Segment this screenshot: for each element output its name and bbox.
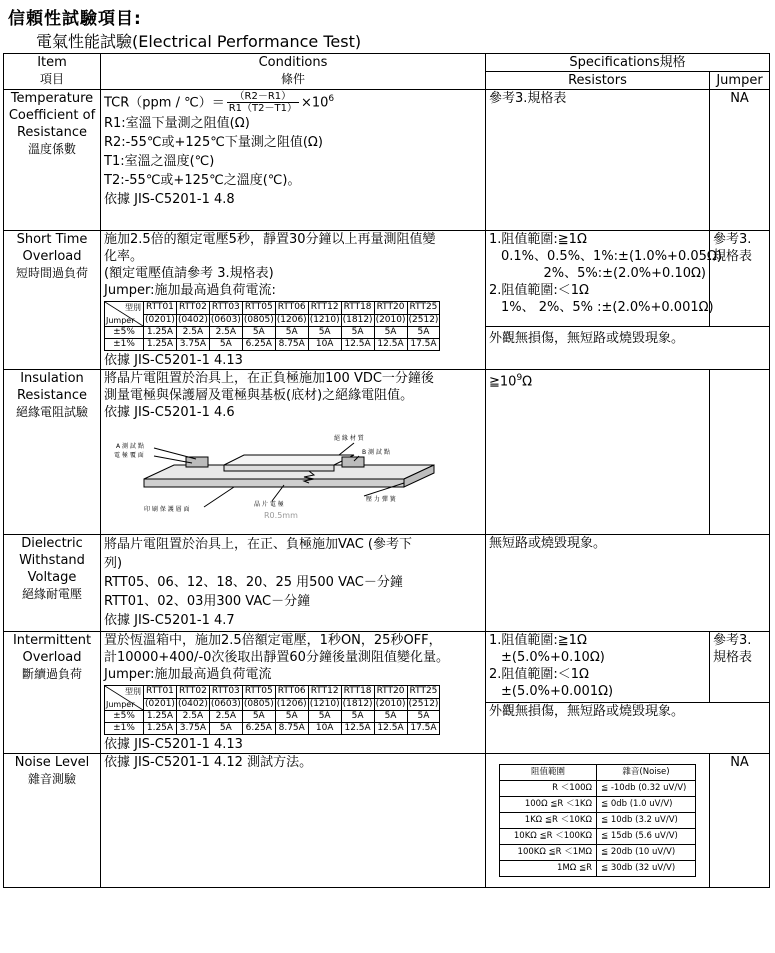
amp-type: RTT12 bbox=[308, 686, 341, 699]
header-jumper: Jumper bbox=[710, 72, 770, 90]
amp-type: RTT02 bbox=[176, 302, 209, 315]
amp-value: 2.5A bbox=[176, 711, 209, 723]
amp-value: 5A bbox=[341, 711, 374, 723]
conditions-insulation: 將晶片電阻置於治具上，在正負極施加100 VDC一分鐘後 測量電極與保護層及電極與基板(底材)之絕緣電阻值。 依據 JIS-C5201-1 4.6 絕 緣 材 質 A 測 試 點 電 極 覆 面 B 測 試 點 壓 力 彈 簧 晶 片 電 極 印 刷 保 護 層 面 R0.5mm bbox=[101, 370, 486, 535]
spec-tcr: 參考3.規格表 bbox=[486, 90, 710, 231]
spec-dielectric: 無短路或燒毀現象。 bbox=[486, 535, 770, 632]
row-intermittent-overload bbox=[4, 632, 770, 703]
amp-value: 2.5A bbox=[209, 711, 242, 723]
amp-value: 2.5A bbox=[209, 327, 242, 339]
amp-size: (1206) bbox=[276, 698, 307, 709]
amp-value: 8.75A bbox=[275, 723, 308, 735]
item-intermittent-overload: Intermittent Overload 斷續過負荷 bbox=[4, 632, 101, 754]
amp-row-label: ±5% bbox=[105, 327, 144, 339]
label-a-test-point: A 測 試 點 bbox=[116, 443, 144, 450]
amp-type: RTT18 bbox=[341, 302, 374, 315]
amp-value: 1.25A bbox=[144, 723, 177, 735]
table-row: R ＜100Ω ≦ -10db (0.32 uV/V) bbox=[500, 781, 696, 797]
amp-value: 10A bbox=[308, 339, 341, 351]
amp-value: 5A bbox=[374, 327, 407, 339]
amp-size: (1812) bbox=[342, 698, 373, 709]
amp-type: RTT18 bbox=[341, 686, 374, 699]
amp-value: 5A bbox=[209, 339, 242, 351]
conditions-short-time-overload: 施加2.5倍的額定電壓5秒，靜置30分鐘以上再量測阻值變 化率。 (額定電壓值請參考 3.規格表) Jumper:施加最高過負荷電流: 型別 Jumper RTT01 RTT02 RTT03 RTT05 RTT06 RTT12 RTT18 RTT20 RTT25 (0201) (0402) (0603) (0805) (1206) (1210) (1812) (2010) (2512) ±5% 1.25A 2.5A 2.5A 5A 5A 5A 5A 5A 5A ±1% 1.25A 3.75A 5A 6.25A 8.75A 10A 12.5A 12.5A 17.5A 依據 JIS-C5201-1 4.13 bbox=[101, 231, 486, 370]
spec-intermittent-overload: 1.阻值範圍:≧1Ω ±(5.0%+0.10Ω) 2.阻值範圍:＜1Ω ±(5.0%+0.001Ω) bbox=[486, 632, 710, 703]
conditions-tcr: TCR（ppm / ℃）＝ $\frac{(R2-R1)}{R1(T2-T1)}$ $\times 10^6$ R1:室溫下量測之阻值(Ω) R2:-55℃或+125℃下量測之阻值(Ω) T1:室溫之溫度(℃) T2:-55℃或+125℃之溫度(℃)。 依據 JIS-C5201-1 4.8 bbox=[101, 90, 486, 231]
amp-value: 5A bbox=[407, 711, 440, 723]
header-specs: Specifications規格 bbox=[486, 54, 770, 72]
amp-size: (0201) bbox=[145, 314, 175, 325]
amp-row-5pct bbox=[105, 711, 440, 723]
item-noise: Noise Level 雜音測驗 bbox=[4, 754, 101, 888]
amp-type: RTT06 bbox=[275, 686, 308, 699]
amp-row-5pct bbox=[105, 327, 440, 339]
amp-type: RTT20 bbox=[374, 686, 407, 699]
jumper-intermittent-overload: 參考3. 規格表 bbox=[710, 632, 770, 703]
table-row: 1KΩ ≦R ＜10KΩ ≦ 10db (3.2 uV/V) bbox=[500, 813, 696, 829]
conditions-dielectric: 將晶片電阻置於治具上，在正、負極施加VAC (參考下 列) RTT05、06、12、18、20、25 用500 VAC－分鐘 RTT01、02、03用300 VAC－分鐘 依據 JIS-C5201-1 4.7 bbox=[101, 535, 486, 632]
amp-value: 12.5A bbox=[341, 339, 374, 351]
amp-size: (1210) bbox=[309, 698, 340, 709]
amp-type-row bbox=[105, 302, 440, 315]
table-row: 1MΩ ≦R ≦ 30db (32 uV/V) bbox=[500, 861, 696, 877]
amp-type: RTT25 bbox=[407, 302, 440, 315]
amp-value: 5A bbox=[275, 327, 308, 339]
spec-short-time-overload-appearance: 外觀無損傷，無短路或燒毀現象。 bbox=[486, 327, 770, 370]
amp-size: (0402) bbox=[177, 698, 208, 709]
amp-type: RTT03 bbox=[209, 302, 242, 315]
spec-short-time-overload: 1.阻值範圍:≧1Ω 0.1%、0.5%、1%:±(1.0%+0.05Ω) 2%、5%:±(2.0%+0.10Ω) 2.阻值範圍:＜1Ω 1%、 2%、5% :±(2.0%+0.001Ω) bbox=[486, 231, 710, 327]
amp-value: 1.25A bbox=[144, 327, 177, 339]
overload-current-table bbox=[104, 301, 440, 351]
section-title: 電氣性能試驗(Electrical Performance Test) bbox=[36, 32, 362, 51]
amp-value: 3.75A bbox=[176, 723, 209, 735]
amp-size: (2512) bbox=[408, 314, 439, 325]
amp-size: (0402) bbox=[177, 314, 208, 325]
amp-value: 1.25A bbox=[144, 339, 177, 351]
amp-value: 2.5A bbox=[176, 327, 209, 339]
conditions-intermittent-overload: 置於恆溫箱中，施加2.5倍額定電壓，1秒ON，25秒OFF， 計10000+400/-0次後取出靜置60分鐘後量測阻值變化量。 Jumper:施加最高過負荷電流 型別 Jumper RTT01 RTT02 RTT03 RTT05 RTT06 RTT12 RTT18 RTT20 RTT25 (0201) (0402) (0603) (0805) (1206) (1210) (1812) (2010) (2512) ±5% 1.25A 2.5A 2.5A 5A 5A 5A 5A 5A 5A ±1% 1.25A 3.75A 5A 6.25A 8.75A 10A 12.5A 12.5A 17.5A 依據 JIS-C5201-1 4.13 bbox=[101, 632, 486, 754]
jumper-noise: NA bbox=[710, 754, 770, 888]
table-row: 10KΩ ≦R ＜100KΩ ≦ 15db (5.6 uV/V) bbox=[500, 829, 696, 845]
amp-type: RTT01 bbox=[144, 686, 177, 699]
label-dimension: R0.5mm bbox=[264, 511, 298, 520]
noise-head-range: 阻值範圍 bbox=[500, 765, 597, 781]
amp-value: 5A bbox=[209, 723, 242, 735]
header-resistors: Resistors bbox=[486, 72, 710, 90]
amp-value: 17.5A bbox=[407, 723, 440, 735]
amp-value: 5A bbox=[341, 327, 374, 339]
label-b-test-point: B 測 試 點 bbox=[362, 449, 390, 456]
amp-type: RTT25 bbox=[407, 686, 440, 699]
tcr-formula: TCR（ppm / ℃）＝ $\frac{(R2-R1)}{R1(T2-T1)}$ $\times 10^6$ bbox=[104, 91, 335, 115]
label-print-protect: 印 刷 保 護 層 面 bbox=[144, 506, 190, 513]
row-dielectric bbox=[4, 535, 770, 632]
amp-size: (0603) bbox=[210, 698, 241, 709]
amp-corner-cell: 型別 Jumper bbox=[105, 686, 144, 711]
amp-size: (2010) bbox=[375, 314, 406, 325]
spec-insulation: $≧10^9\Omega$ bbox=[486, 370, 710, 535]
amp-corner-cell: 型別 Jumper bbox=[105, 302, 144, 327]
spec-intermittent-appearance: 外觀無損傷，無短路或燒毀現象。 bbox=[486, 703, 770, 754]
amp-value: 5A bbox=[242, 711, 275, 723]
page-heading: 信頼性試驗項目: bbox=[8, 9, 142, 29]
amp-size: (1812) bbox=[342, 314, 373, 325]
amp-value: 5A bbox=[407, 327, 440, 339]
amp-size: (0603) bbox=[210, 314, 241, 325]
test-table bbox=[3, 53, 770, 888]
amp-row-1pct bbox=[105, 339, 440, 351]
header-item: Item 項目 bbox=[4, 54, 101, 90]
header-conditions: Conditions 條件 bbox=[101, 54, 486, 90]
insulation-test-diagram bbox=[104, 421, 474, 521]
label-pressure-spring: 壓 力 彈 簧 bbox=[366, 496, 396, 503]
item-insulation: Insulation Resistance 絕緣電阻試驗 bbox=[4, 370, 101, 535]
table-row: 100KΩ ≦R ＜1MΩ ≦ 20db (10 uV/V) bbox=[500, 845, 696, 861]
amp-size: (0201) bbox=[145, 698, 175, 709]
amp-value: 12.5A bbox=[341, 723, 374, 735]
jumper-tcr: NA bbox=[710, 90, 770, 231]
amp-value: 5A bbox=[374, 711, 407, 723]
amp-value: 3.75A bbox=[176, 339, 209, 351]
amp-value: 12.5A bbox=[374, 339, 407, 351]
amp-type: RTT01 bbox=[144, 302, 177, 315]
noise-table bbox=[499, 764, 696, 877]
amp-value: 6.25A bbox=[242, 723, 275, 735]
jumper-short-time-overload: 參考3. 規格表 bbox=[710, 231, 770, 327]
amp-type: RTT05 bbox=[242, 686, 275, 699]
amp-type: RTT20 bbox=[374, 302, 407, 315]
amp-value: 12.5A bbox=[374, 723, 407, 735]
amp-type: RTT02 bbox=[176, 686, 209, 699]
amp-row-label: ±5% bbox=[105, 711, 144, 723]
intermittent-current-table bbox=[104, 685, 440, 735]
header-row-1 bbox=[4, 54, 770, 72]
amp-size: (2010) bbox=[375, 698, 406, 709]
amp-value: 5A bbox=[308, 327, 341, 339]
amp-value: 10A bbox=[308, 723, 341, 735]
amp-type-row bbox=[105, 686, 440, 699]
amp-size: (1206) bbox=[276, 314, 307, 325]
amp-row-label: ±1% bbox=[105, 723, 144, 735]
amp-type: RTT05 bbox=[242, 302, 275, 315]
item-dielectric: Dielectric Withstand Voltage 絕緣耐電壓 bbox=[4, 535, 101, 632]
jumper-insulation bbox=[710, 370, 770, 535]
amp-value: 1.25A bbox=[144, 711, 177, 723]
amp-type: RTT03 bbox=[209, 686, 242, 699]
amp-size-row bbox=[105, 314, 440, 327]
label-insulation-material: 絕 緣 材 質 bbox=[334, 435, 364, 442]
item-short-time-overload: Short Time Overload 短時間過負荷 bbox=[4, 231, 101, 370]
item-tcr: Temperature Coefficient of Resistance 溫度係數 bbox=[4, 90, 101, 231]
amp-value: 6.25A bbox=[242, 339, 275, 351]
amp-value: 5A bbox=[308, 711, 341, 723]
amp-row-label: ±1% bbox=[105, 339, 144, 351]
row-tcr bbox=[4, 90, 770, 231]
label-chip-electrode: 晶 片 電 極 bbox=[254, 501, 284, 508]
amp-row-1pct bbox=[105, 723, 440, 735]
amp-size: (0805) bbox=[243, 314, 274, 325]
amp-size: (1210) bbox=[309, 314, 340, 325]
row-insulation bbox=[4, 370, 770, 535]
amp-value: 8.75A bbox=[275, 339, 308, 351]
amp-size: (0805) bbox=[243, 698, 274, 709]
noise-head-noise: 雜音(Noise) bbox=[597, 765, 696, 781]
amp-value: 5A bbox=[275, 711, 308, 723]
conditions-noise: 依據 JIS-C5201-1 4.12 測試方法。 bbox=[101, 754, 486, 888]
spec-noise bbox=[486, 754, 710, 888]
amp-size: (2512) bbox=[408, 698, 439, 709]
row-short-time-overload bbox=[4, 231, 770, 327]
amp-type: RTT12 bbox=[308, 302, 341, 315]
amp-value: 17.5A bbox=[407, 339, 440, 351]
row-noise bbox=[4, 754, 770, 888]
noise-table-header bbox=[500, 765, 696, 781]
amp-size-row bbox=[105, 698, 440, 711]
table-row: 100Ω ≦R ＜1KΩ ≦ 0db (1.0 uV/V) bbox=[500, 797, 696, 813]
label-electrode-coat: 電 極 覆 面 bbox=[114, 452, 144, 459]
amp-type: RTT06 bbox=[275, 302, 308, 315]
amp-value: 5A bbox=[242, 327, 275, 339]
